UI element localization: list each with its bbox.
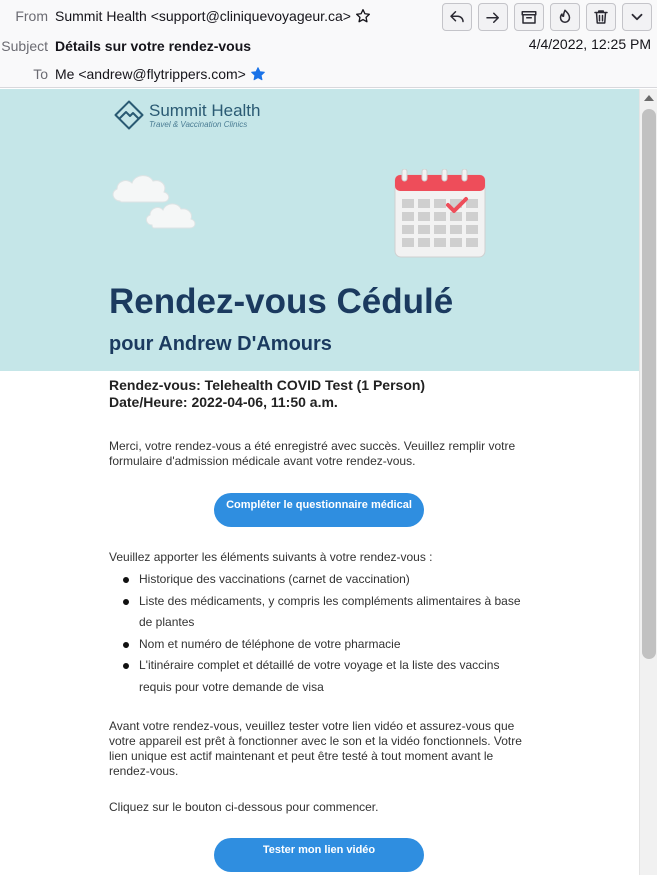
chevron-down-icon bbox=[628, 8, 646, 26]
appointment-type: Rendez-vous: Telehealth COVID Test (1 Person) bbox=[109, 377, 426, 393]
bring-items-list bbox=[109, 569, 529, 698]
intro-text: Merci, votre rendez-vous a été enregistré avec succès. Veuillez remplir votre formulaire d'admission médicale avant votre rendez-vous. bbox=[109, 439, 516, 468]
forward-icon bbox=[484, 8, 502, 26]
subject-row bbox=[0, 36, 251, 56]
hero-banner bbox=[0, 89, 640, 371]
junk-icon bbox=[556, 8, 574, 26]
calendar-icon bbox=[392, 169, 488, 261]
delete-icon bbox=[592, 8, 610, 26]
star-outline-icon[interactable] bbox=[355, 8, 371, 24]
message-date: 4/4/2022, 12:25 PM bbox=[528, 36, 651, 52]
to-row bbox=[0, 64, 266, 84]
complete-questionnaire-button[interactable]: Compléter le questionnaire médical bbox=[214, 493, 424, 527]
subject-label: Subject bbox=[1, 38, 48, 54]
clouds-illustration bbox=[108, 155, 218, 235]
more-button[interactable] bbox=[622, 3, 652, 31]
list-item: L'itinéraire complet et détaillé de votre voyage et la liste des vaccins requis pour votre demande de visa bbox=[109, 655, 529, 698]
archive-icon bbox=[520, 8, 538, 26]
to-value[interactable]: Me <andrew@flytrippers.com> bbox=[55, 66, 246, 82]
from-row bbox=[0, 6, 371, 26]
subject-value: Détails sur votre rendez-vous bbox=[55, 38, 252, 54]
list-item: Nom et numéro de téléphone de votre pharmacie bbox=[109, 634, 529, 656]
clinic-logo bbox=[114, 100, 260, 130]
video-test-text: Avant votre rendez-vous, veuillez tester votre lien vidéo et assurez-vous que votre appareil est prêt à fonctionner avec le son et la vidéo fonctionnels. Votre lien unique est actif maintenant et peut être testé à tout moment avant le rendez-vous. bbox=[109, 719, 522, 778]
appointment-datetime: Date/Heure: 2022-04-06, 11:50 a.m. bbox=[109, 394, 338, 410]
email-subtitle: pour Andrew D'Amours bbox=[109, 333, 332, 355]
logo-tagline: Travel & Vaccination Clinics bbox=[149, 119, 248, 129]
delete-button[interactable] bbox=[586, 3, 616, 31]
logo-mark-icon bbox=[114, 100, 144, 130]
click-below-text: Cliquez sur le bouton ci-dessous pour commencer. bbox=[109, 800, 379, 814]
reply-icon bbox=[448, 8, 466, 26]
email-title: Rendez-vous Cédulé bbox=[109, 282, 454, 321]
logo-name: Summit Health bbox=[149, 100, 261, 120]
archive-button[interactable] bbox=[514, 3, 544, 31]
junk-button[interactable] bbox=[550, 3, 580, 31]
forward-button[interactable] bbox=[478, 3, 508, 31]
scroll-up-icon[interactable] bbox=[644, 95, 654, 101]
scrollbar[interactable] bbox=[639, 89, 657, 875]
from-value[interactable]: Summit Health <support@cliniquevoyageur.ca> bbox=[55, 8, 351, 24]
scrollbar-thumb[interactable] bbox=[642, 109, 656, 659]
email-body[interactable] bbox=[0, 89, 640, 875]
test-video-link-button[interactable]: Tester mon lien vidéo bbox=[214, 838, 424, 872]
message-header bbox=[0, 0, 657, 88]
message-toolbar bbox=[436, 3, 652, 31]
bring-intro-text: Veuillez apporter les éléments suivants à votre rendez-vous : bbox=[109, 550, 433, 564]
from-label: From bbox=[15, 8, 48, 24]
star-filled-icon[interactable] bbox=[250, 66, 266, 82]
reply-button[interactable] bbox=[442, 3, 472, 31]
to-label: To bbox=[33, 66, 48, 82]
email-content bbox=[109, 377, 529, 872]
list-item: Liste des médicaments, y compris les compléments alimentaires à base de plantes bbox=[109, 591, 529, 634]
list-item: Historique des vaccinations (carnet de vaccination) bbox=[109, 569, 529, 591]
